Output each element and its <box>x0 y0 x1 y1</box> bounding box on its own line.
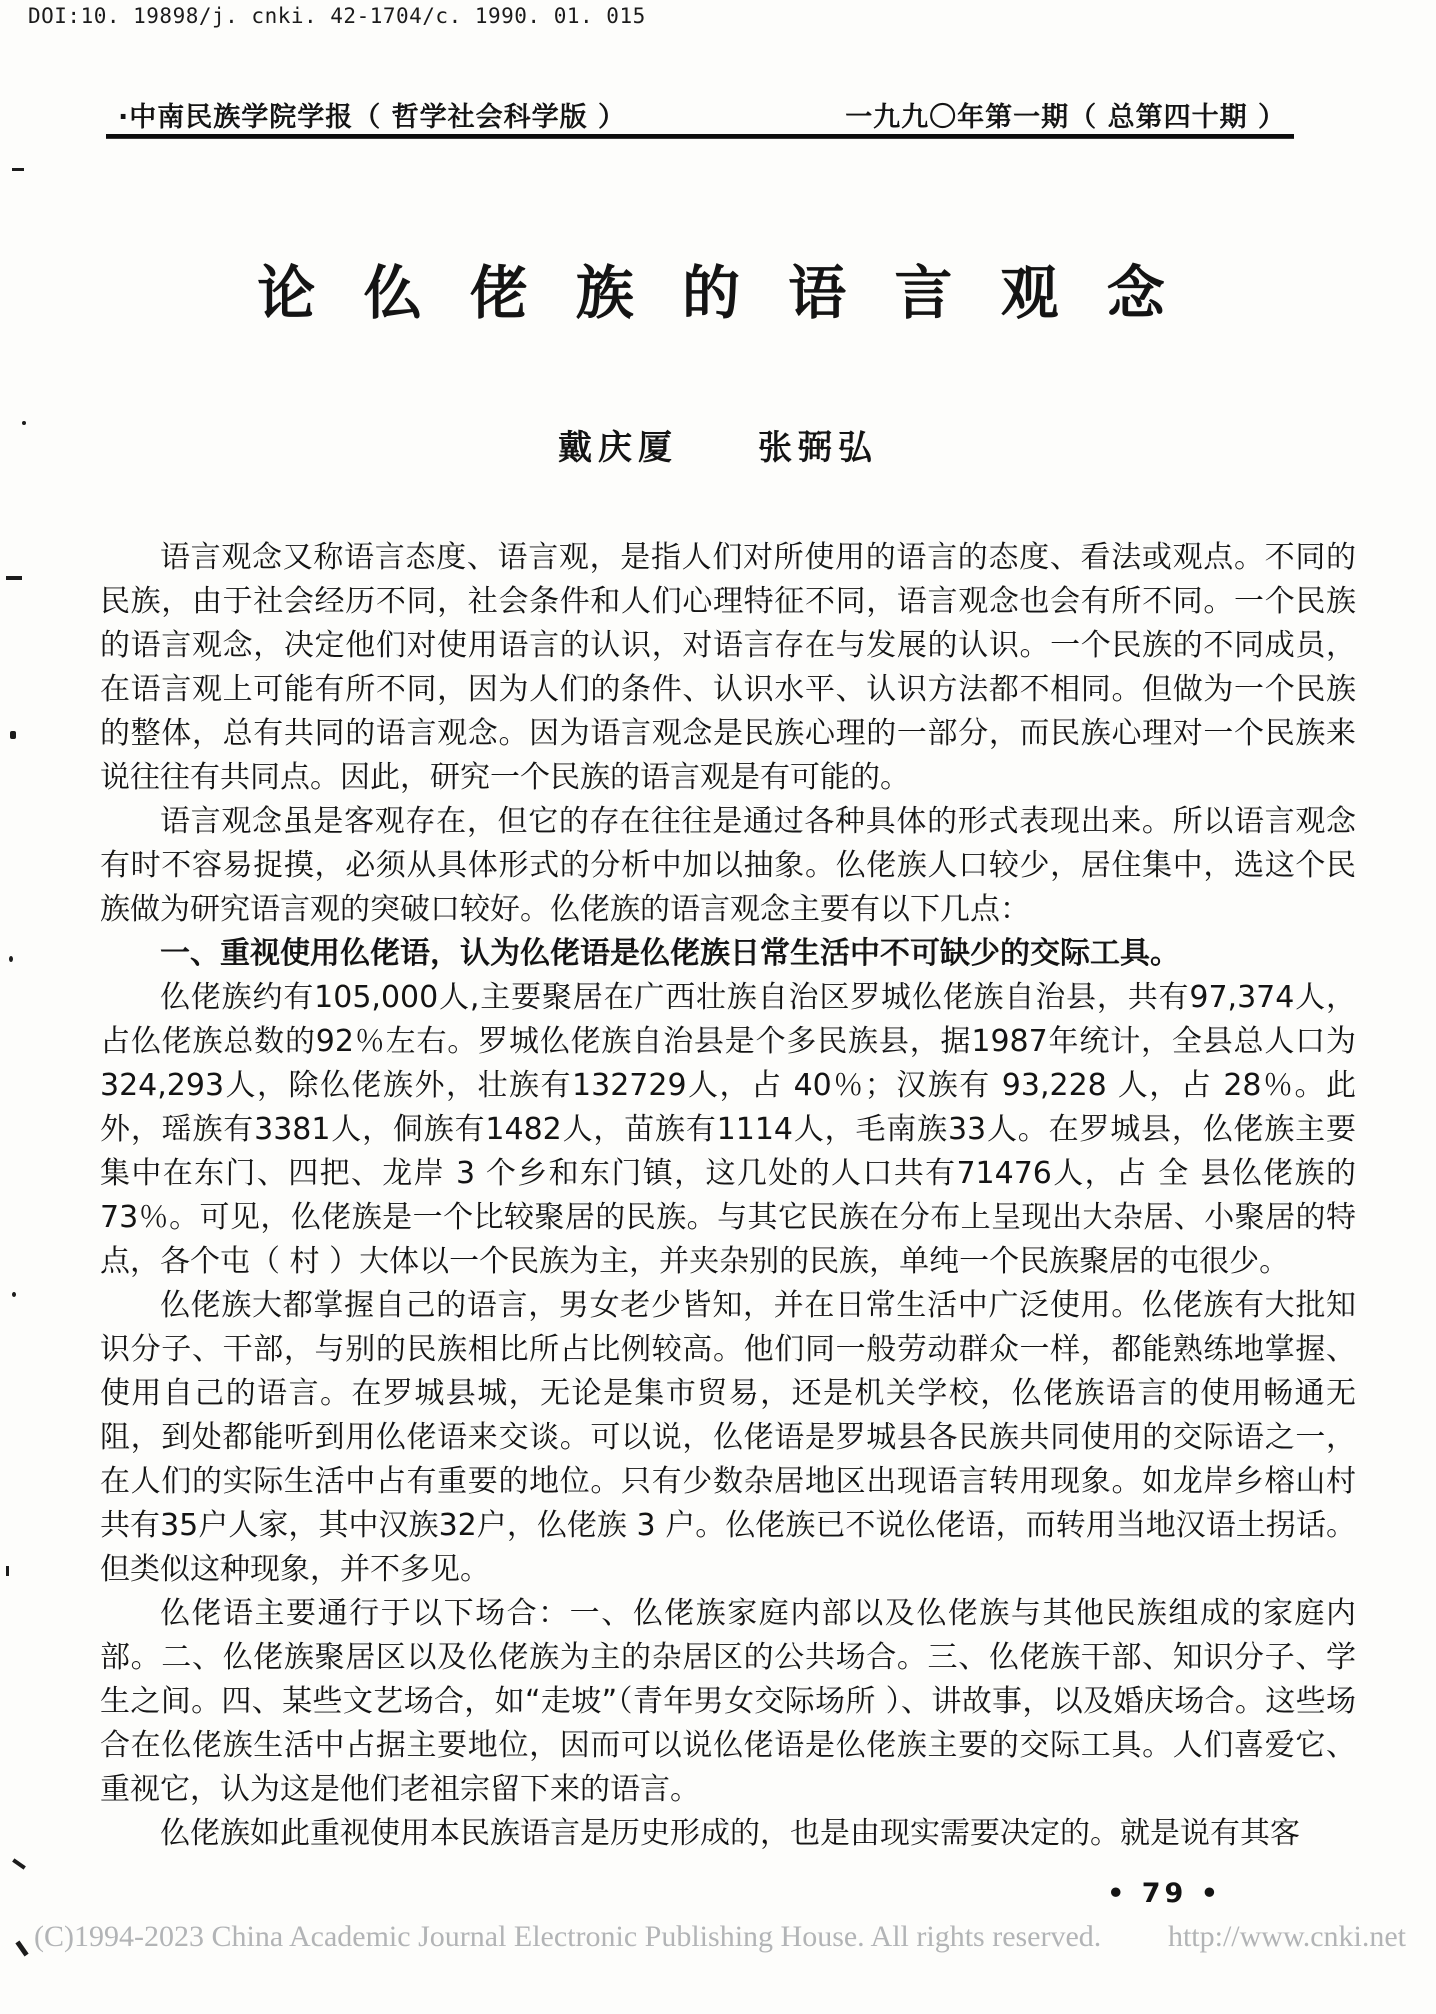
scan-artifact <box>9 956 13 962</box>
paragraph-2: 语言观念虽是客观存在，但它的存在往往是通过各种具体的形式表现出来。所以语言观念有时不容易捉摸，必须从具体形式的分析中加以抽象。仫佬族人口较少，居住集中，选这个民族做为研究语言观的突破口较好。仫佬族的语言观念主要有以下几点： <box>100 804 1356 927</box>
paragraph-1: 语言观念又称语言态度、语言观，是指人们对所使用的语言的态度、看法或观点。不同的民族，由于社会经历不同，社会条件和人们心理特征不同，语言观念也会有所不同。一个民族的语言观念，决定他们对使用语言的认识，对语言存在与发展的认识。一个民族的不同成员，在语言观上可能有所不同，因为人们的条件、认识水平、认识方法都不相同。但做为一个民族的整体，总有共同的语言观念。因为语言观念是民族心理的一部分，而民族心理对一个民族来说往往有共同点。因此，研究一个民族的语言观是有可能的。 <box>100 540 1356 795</box>
cnki-url: http://www.cnki.net <box>1167 1920 1406 1953</box>
scan-artifact <box>12 1858 26 1869</box>
journal-header <box>118 95 1286 134</box>
footer-watermark <box>34 1920 1406 1954</box>
article-authors: 戴庆厦 张弼弘 <box>558 428 878 468</box>
header-rule <box>106 134 1294 139</box>
scan-artifact <box>12 168 24 171</box>
doi-label: DOI:10. 19898/j. cnki. 42-1704/c. 1990. 01. 015 <box>28 4 646 28</box>
section-heading: 一、重视使用仫佬语，认为仫佬语是仫佬族日常生活中不可缺少的交际工具。 <box>160 936 1180 971</box>
article-body <box>100 536 1356 1856</box>
copyright-text: (C)1994-2023 China Academic Journal Electronic Publishing House. All rights reserved. <box>34 1920 1102 1953</box>
paragraph-5: 仫佬语主要通行于以下场合：一、仫佬族家庭内部以及仫佬族与其他民族组成的家庭内部。二、仫佬族聚居区以及仫佬族为主的杂居区的公共场合。三、仫佬族干部、知识分子、学生之间。四、某些文艺场合，如“走坡”（青年男女交际场所 ）、讲故事，以及婚庆场合。这些场合在仫佬族生活中占据主要地位，因而可以说仫佬语是仫佬族主要的交际工具。人们喜爱它、重视它，认为这是他们老祖宗留下来的语言。 <box>100 1596 1356 1807</box>
article-title: 论 仫 佬 族 的 语 言 观 念 <box>257 259 1179 327</box>
scan-artifact <box>22 421 26 425</box>
scan-artifact <box>6 1566 9 1576</box>
scan-artifact <box>6 576 22 580</box>
paragraph-6: 仫佬族如此重视使用本民族语言是历史形成的，也是由现实需要决定的。就是说有其客 <box>160 1816 1300 1851</box>
scan-artifact <box>10 731 16 739</box>
paragraph-3: 仫佬族约有105,000人,主要聚居在广西壮族自治区罗城仫佬族自治县，共有97,374人，占仫佬族总数的92％左右。罗城仫佬族自治县是个多民族县，据1987年统计，全县总人口为324,293人，除仫佬族外，壮族有132729人，占 40％；汉族有 93,228 人，占 28％。此 外，瑶族有3381人，侗族有1482人，苗族有1114人，毛南族33人。在罗城县，仫佬族主要集中在东门、四把、龙岸 3 个乡和东门镇，这几处的人口共有71476人，占 全 县仫佬族的73％。可见，仫佬族是一个比较聚居的民族。与其它民族在分布上呈现出大杂居、小聚居的特点，各个屯（ 村 ）大体以一个民族为主，并夹杂别的民族，单纯一个民族聚居的屯很少。 <box>100 980 1356 1279</box>
scan-artifact <box>12 1292 16 1297</box>
issue-info: 一九九〇年第一期（ 总第四十期 ） <box>845 102 1286 133</box>
journal-name: ·中南民族学院学报（ 哲学社会科学版 ） <box>118 102 627 133</box>
page-number: • 79 • <box>1107 1878 1222 1909</box>
scan-artifact <box>15 1941 28 1957</box>
paragraph-4: 仫佬族大都掌握自己的语言，男女老少皆知，并在日常生活中广泛使用。仫佬族有大批知识分子、干部，与别的民族相比所占比例较高。他们同一般劳动群众一样，都能熟练地掌握、使用自己的语言。在罗城县城，无论是集市贸易，还是机关学校，仫佬族语言的使用畅通无阻，到处都能听到用仫佬语来交谈。可以说，仫佬语是罗城县各民族共同使用的交际语之一，在人们的实际生活中占有重要的地位。只有少数杂居地区出现语言转用现象。如龙岸乡榕山村共有35户人家，其中汉族32户，仫佬族 3 户。仫佬族已不说仫佬语，而转用当地汉语土拐话。但类似这种现象，并不多见。 <box>100 1288 1356 1587</box>
